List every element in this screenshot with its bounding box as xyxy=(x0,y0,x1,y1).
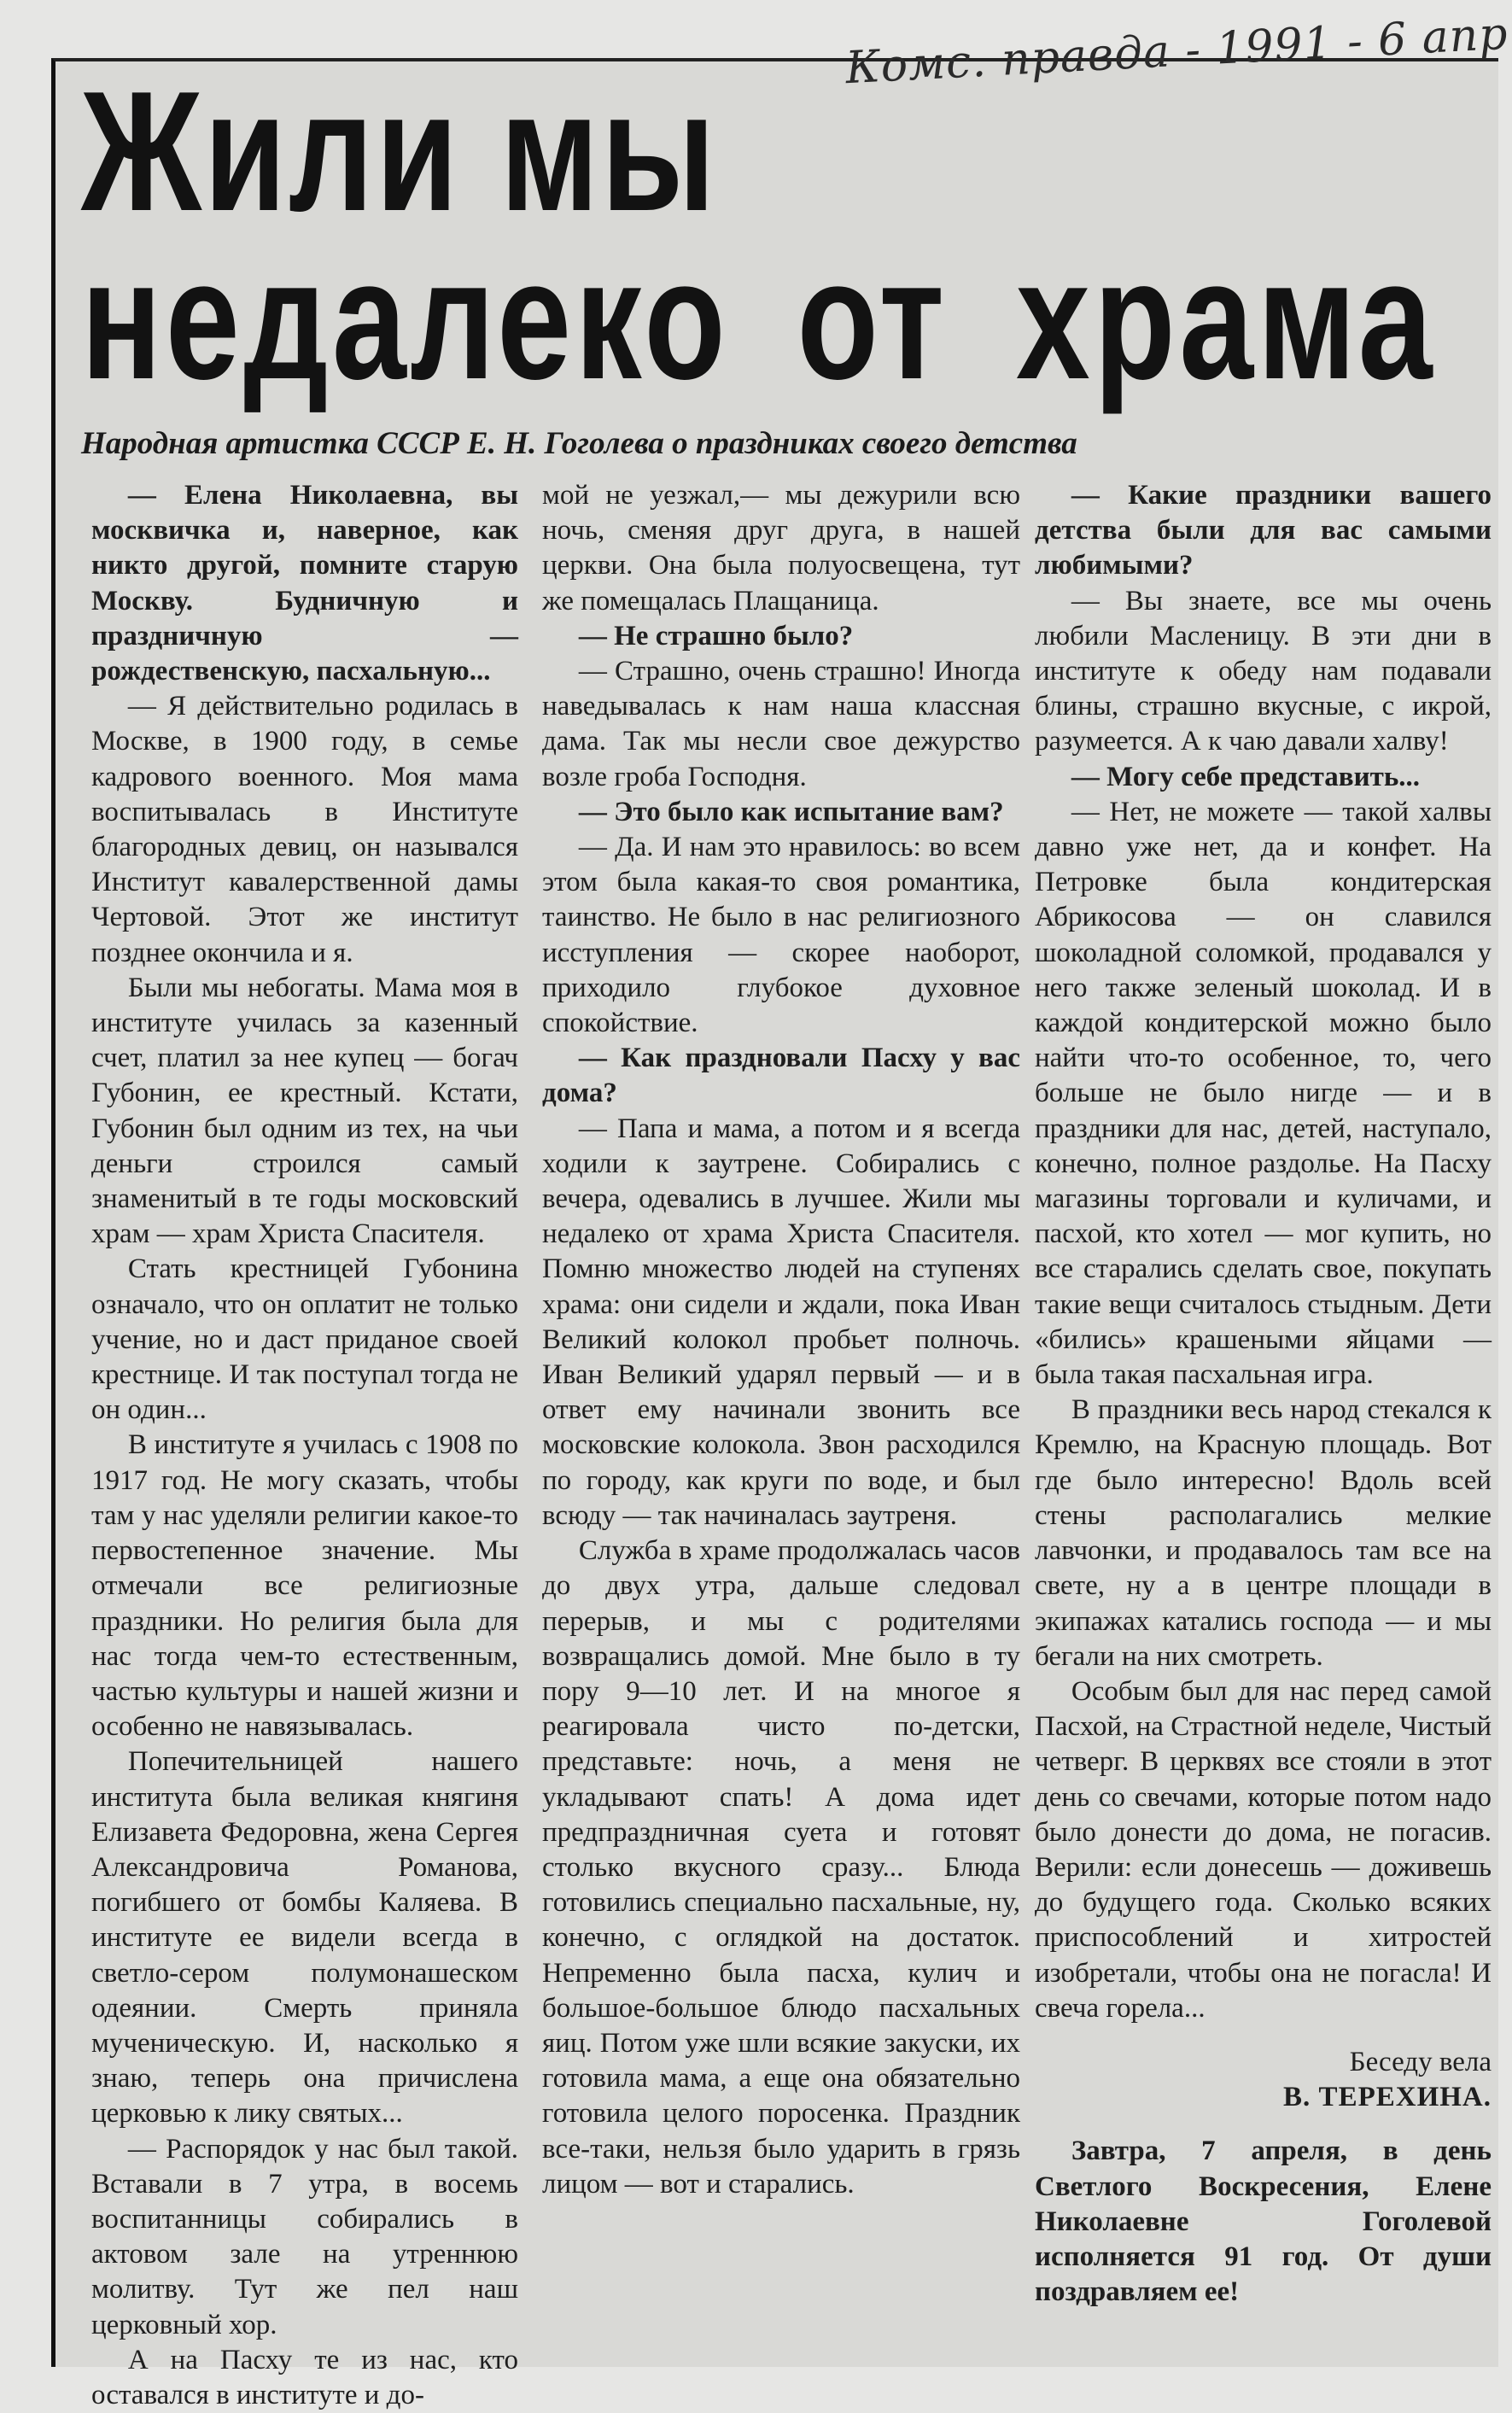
headline-line-2: недалеко от храма xyxy=(81,225,1437,415)
article-paragraph: В институте я училась с 1908 по 1917 год. Не могу сказать, чтобы там у нас уделяли религии какое-то первостепенное значение. Мы отмечали все религиозные праздники. Но религия была для нас тогда чем-то естественным, частью культуры и нашей жизни и особенно не навязывалась. xyxy=(91,1429,518,1743)
interview-question: — Не страшно было? xyxy=(578,620,854,651)
article-paragraph: — Вы знаете, все мы очень любили Масленицу. В эти дни в институте к обеду нам подавали блины, страшно вкусные, с икрой, разумеется. А к чаю давали халву! xyxy=(1035,585,1492,757)
article-paragraph: — Распорядок у нас был такой. Вставали в 7 утра, в восемь воспитанницы собирались в актовом зале на утреннюю молитву. Тут же пел наш церковный хор. xyxy=(91,2133,518,2340)
handwritten-source-note: Комс. правда - 1991 - 6 апр xyxy=(844,8,1509,95)
article-paragraph: В праздники весь народ стекался к Кремлю, на Красную площадь. Вот где было интересно! Вдоль всей стены располагались мелкие лавчонки, и продавалось там все на свете, ну а в центре площади в экипажах катались господа — и мы бегали на них смотреть. xyxy=(1035,1394,1492,1672)
article-column-2 xyxy=(542,478,1020,2202)
paragraphs xyxy=(1035,478,1492,2026)
article-paragraph: Особым был для нас перед самой Пасхой, на Страстной неделе, Чистый четверг. В церквях все стояли в этот день со свечами, которые потом надо было донести до дома, не погасив. Верили: если донесешь — доживешь до будущего года. Сколько всяких приспособлений и хитростей изобретали, чтобы она не погасла! И свеча горела... xyxy=(1035,1675,1492,2024)
article-paragraph: Попечительницей нашего института была великая княгиня Елизавета Федоровна, жена Сергея Александровича Романова, погибшего от бомбы Каляева. В институте ее видели всегда в светло-сером полумонашеском одеянии. Смерть приняла мученическую. И, насколько я знаю, теперь она причислена церковью к лику святых... xyxy=(91,1746,518,2130)
article-paragraph: Служба в храме продолжалась часов до двух утра, дальше следовал перерыв, и мы с родителями возвращались домой. Мне было в ту пору 9—10 лет. И на многое я реагировала чисто по-детски, представьте: ночь, а меня не укладывают спать! А дома идет предпраздничная суета и готовят столько вкусного сразу... Блюда готовились специально пасхальные, ну, конечно, с оглядкой на достаток. Непременно была пасха, кулич и большое-большое блюдо пасхальных яиц. Потом уже шли всякие закуски, их готовила мама, а еще она обязательно готовила целого поросенка. Праздник все-таки, нельзя было ударить в грязь лицом — вот и старались. xyxy=(542,1535,1020,2200)
interview-question: — Как праздновали Пасху у вас дома? xyxy=(542,1043,1020,1109)
article-column-3 xyxy=(1035,478,1492,2310)
interview-question: — Могу себе представить... xyxy=(1071,761,1421,792)
byline xyxy=(1035,2045,1492,2115)
byline-label: Беседу вела xyxy=(1349,2046,1492,2077)
article-paragraph: — Я действительно родилась в Москве, в 1900 году, в семье кадрового военного. Моя мама воспитывалась в Институте благородных девиц, он назывался Институт кавалерственной дамы Чертовой. Этот же институт позднее окончила и я. xyxy=(91,691,518,968)
article-paragraph: мой не уезжал,— мы дежурили всю ночь, сменяя друг друга, в нашей церкви. Она была полуосвещена, тут же помещалась Плащаница. xyxy=(542,480,1020,616)
article-paragraph: — Папа и мама, а потом и я всегда ходили к заутрене. Собирались с вечера, одевались в лучшее. Жили мы недалеко от храма Христа Спасителя. Помню множество людей на ступенях храма: они сидели и ждали, пока Иван Великий колокол пробьет полночь. Иван Великий ударял первый — и в ответ ему начинали звонить все московские колокола. Звон расходился по городу, как круги по воде, и был всюду — так начиналась заутреня. xyxy=(542,1113,1020,1531)
interview-question: — Это было как испытание вам? xyxy=(578,796,1004,827)
article-paragraph: Были мы небогаты. Мама моя в институте училась за казенный счет, платил за нее купец — богач Губонин, ее крестный. Кстати, Губонин был одним из тех, на чьи деньги строился самый знаменитый в те годы московский храм — храм Христа Спасителя. xyxy=(91,972,518,1250)
article-paragraph: — Нет, не можете — такой халвы давно уже нет, да и конфет. На Петровке была кондитерская Абрикосова — он славился шоколадной соломкой, продавался у него также зеленый шоколад. И в каждой кондитерской можно было найти что-то особенное, то, чего больше не было нигде — и в праздники для нас, детей, наступало, конечно, полное раздолье. На Пасху магазины торговали и куличами, и пасхой, кто хотел — мог купить, но все старались сделать свое, покупать такие вещи считалось стыдным. Дети «бились» крашеными яйцами — была такая пасхальная игра. xyxy=(1035,796,1492,1391)
article-paragraph: А на Пасху те из нас, кто оставался в институте и до- xyxy=(91,2344,518,2410)
byline-name: В. ТЕРЕХИНА. xyxy=(1283,2082,1492,2113)
article-paragraph: — Да. И нам это нравилось: во всем этом была какая-то своя романтика, таинство. Не было в нас религиозного исступления — скорее наоборот, приходило глубокое духовное спокойствие. xyxy=(542,832,1020,1039)
article-column-1 xyxy=(91,478,518,2413)
headline-line-1: Жили мы xyxy=(81,56,718,247)
subtitle: Народная артистка СССР Е. Н. Гоголева о праздниках своего детства xyxy=(81,426,1077,461)
article-paragraph: — Страшно, очень страшно! Иногда наведывалась к нам наша классная дама. Так мы несли свое дежурство возле гроба Господня. xyxy=(542,656,1020,792)
interview-question: — Какие праздники вашего детства были для вас самыми любимыми? xyxy=(1035,480,1492,581)
article-paragraph: Стать крестницей Губонина означало, что он оплатит не только учение, но и даст приданое своей крестнице. И так поступал тогда не он один... xyxy=(91,1253,518,1426)
congratulation-note: Завтра, 7 апреля, в день Светлого Воскресения, Елене Николаевне Гоголевой исполняется 91 год. От души поздравляем ее! xyxy=(1035,2135,1492,2308)
interview-question: — Елена Николаевна, вы москвичка и, наверное, как никто другой, помните старую Москву. Будничную и праздничную — рождественскую, пасхальную... xyxy=(91,480,518,687)
